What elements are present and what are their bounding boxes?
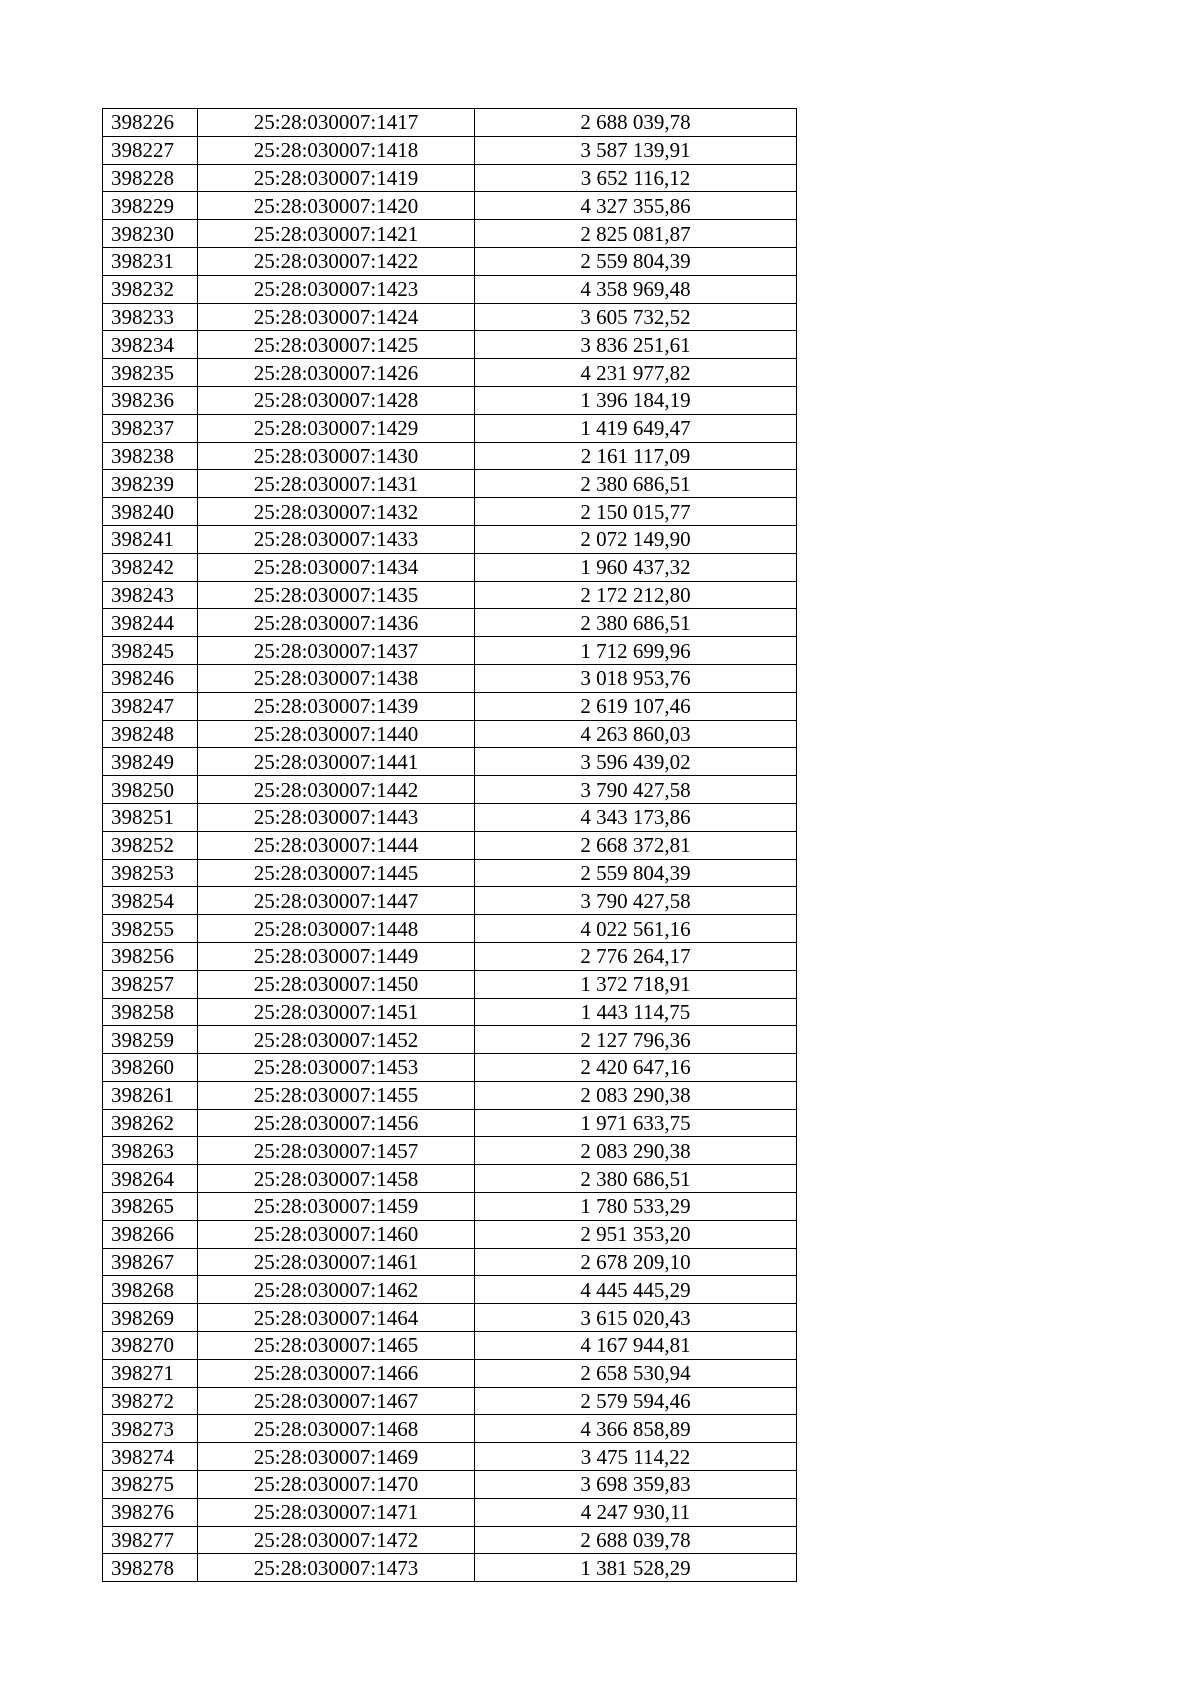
cadastral-value-cell: 2 072 149,90 — [475, 525, 797, 553]
cadastral-value-cell: 2 668 372,81 — [475, 831, 797, 859]
cadastral-value-cell: 1 443 114,75 — [475, 998, 797, 1026]
table-row — [103, 1026, 797, 1054]
table-row — [103, 1415, 797, 1443]
row-number-cell: 398234 — [103, 331, 198, 359]
cadastral-value-cell: 2 776 264,17 — [475, 942, 797, 970]
table-row — [103, 553, 797, 581]
cadastral-value-cell: 2 083 290,38 — [475, 1081, 797, 1109]
cadastral-value-cell: 2 420 647,16 — [475, 1054, 797, 1082]
row-number-cell: 398244 — [103, 609, 198, 637]
cadastral-value-cell: 1 712 699,96 — [475, 637, 797, 665]
table-row — [103, 1193, 797, 1221]
cadastral-value-cell: 1 381 528,29 — [475, 1554, 797, 1582]
row-number-cell: 398227 — [103, 136, 198, 164]
table-row — [103, 1498, 797, 1526]
cadastral-value-cell: 3 596 439,02 — [475, 748, 797, 776]
cadastral-number-cell: 25:28:030007:1429 — [198, 414, 475, 442]
cadastral-value-cell: 3 018 953,76 — [475, 664, 797, 692]
table-row — [103, 1248, 797, 1276]
cadastral-number-cell: 25:28:030007:1457 — [198, 1137, 475, 1165]
cadastral-value-cell: 4 445 445,29 — [475, 1276, 797, 1304]
row-number-cell: 398247 — [103, 692, 198, 720]
cadastral-number-cell: 25:28:030007:1441 — [198, 748, 475, 776]
row-number-cell: 398278 — [103, 1554, 198, 1582]
cadastral-value-cell: 3 698 359,83 — [475, 1471, 797, 1499]
cadastral-number-cell: 25:28:030007:1461 — [198, 1248, 475, 1276]
table-row — [103, 720, 797, 748]
cadastral-number-cell: 25:28:030007:1464 — [198, 1304, 475, 1332]
cadastral-value-cell: 3 790 427,58 — [475, 776, 797, 804]
row-number-cell: 398226 — [103, 109, 198, 137]
table-row — [103, 1526, 797, 1554]
table-row — [103, 1359, 797, 1387]
table-row — [103, 859, 797, 887]
row-number-cell: 398270 — [103, 1332, 198, 1360]
cadastral-value-cell: 3 836 251,61 — [475, 331, 797, 359]
cadastral-number-cell: 25:28:030007:1453 — [198, 1054, 475, 1082]
cadastral-number-cell: 25:28:030007:1435 — [198, 581, 475, 609]
cadastral-number-cell: 25:28:030007:1431 — [198, 470, 475, 498]
cadastral-value-cell: 2 559 804,39 — [475, 859, 797, 887]
cadastral-number-cell: 25:28:030007:1418 — [198, 136, 475, 164]
cadastral-number-cell: 25:28:030007:1439 — [198, 692, 475, 720]
table-row — [103, 1443, 797, 1471]
table-row — [103, 109, 797, 137]
table-row — [103, 414, 797, 442]
cadastral-value-cell: 4 167 944,81 — [475, 1332, 797, 1360]
cadastral-value-cell: 4 263 860,03 — [475, 720, 797, 748]
row-number-cell: 398276 — [103, 1498, 198, 1526]
row-number-cell: 398254 — [103, 887, 198, 915]
row-number-cell: 398260 — [103, 1054, 198, 1082]
row-number-cell: 398275 — [103, 1471, 198, 1499]
cadastral-value-cell: 1 372 718,91 — [475, 970, 797, 998]
cadastral-number-cell: 25:28:030007:1448 — [198, 915, 475, 943]
row-number-cell: 398266 — [103, 1220, 198, 1248]
row-number-cell: 398243 — [103, 581, 198, 609]
row-number-cell: 398259 — [103, 1026, 198, 1054]
cadastral-value-cell: 3 790 427,58 — [475, 887, 797, 915]
cadastral-value-cell: 2 127 796,36 — [475, 1026, 797, 1054]
row-number-cell: 398241 — [103, 525, 198, 553]
row-number-cell: 398229 — [103, 192, 198, 220]
row-number-cell: 398265 — [103, 1193, 198, 1221]
row-number-cell: 398242 — [103, 553, 198, 581]
cadastral-value-cell: 4 343 173,86 — [475, 803, 797, 831]
table-row — [103, 1137, 797, 1165]
row-number-cell: 398269 — [103, 1304, 198, 1332]
table-row — [103, 637, 797, 665]
row-number-cell: 398257 — [103, 970, 198, 998]
cadastral-value-cell: 3 605 732,52 — [475, 303, 797, 331]
cadastral-value-cell: 3 475 114,22 — [475, 1443, 797, 1471]
table-row — [103, 359, 797, 387]
table-row — [103, 887, 797, 915]
row-number-cell: 398245 — [103, 637, 198, 665]
row-number-cell: 398230 — [103, 220, 198, 248]
cadastral-value-cell: 2 688 039,78 — [475, 109, 797, 137]
row-number-cell: 398263 — [103, 1137, 198, 1165]
row-number-cell: 398240 — [103, 498, 198, 526]
cadastral-value-cell: 1 971 633,75 — [475, 1109, 797, 1137]
cadastral-number-cell: 25:28:030007:1437 — [198, 637, 475, 665]
table-row — [103, 192, 797, 220]
row-number-cell: 398255 — [103, 915, 198, 943]
cadastral-number-cell: 25:28:030007:1465 — [198, 1332, 475, 1360]
cadastral-value-cell: 2 678 209,10 — [475, 1248, 797, 1276]
table-row — [103, 498, 797, 526]
table-row — [103, 164, 797, 192]
table-row — [103, 470, 797, 498]
row-number-cell: 398251 — [103, 803, 198, 831]
table-row — [103, 803, 797, 831]
row-number-cell: 398232 — [103, 275, 198, 303]
row-number-cell: 398261 — [103, 1081, 198, 1109]
cadastral-value-cell: 3 615 020,43 — [475, 1304, 797, 1332]
cadastral-number-cell: 25:28:030007:1445 — [198, 859, 475, 887]
cadastral-value-cell: 2 825 081,87 — [475, 220, 797, 248]
cadastral-value-cell: 1 780 533,29 — [475, 1193, 797, 1221]
cadastral-number-cell: 25:28:030007:1428 — [198, 386, 475, 414]
cadastral-value-cell: 2 559 804,39 — [475, 247, 797, 275]
table-row — [103, 1109, 797, 1137]
cadastral-value-table — [102, 108, 797, 1582]
cadastral-value-cell: 3 652 116,12 — [475, 164, 797, 192]
row-number-cell: 398231 — [103, 247, 198, 275]
cadastral-number-cell: 25:28:030007:1423 — [198, 275, 475, 303]
cadastral-number-cell: 25:28:030007:1443 — [198, 803, 475, 831]
row-number-cell: 398246 — [103, 664, 198, 692]
cadastral-number-cell: 25:28:030007:1451 — [198, 998, 475, 1026]
cadastral-number-cell: 25:28:030007:1462 — [198, 1276, 475, 1304]
cadastral-number-cell: 25:28:030007:1449 — [198, 942, 475, 970]
cadastral-number-cell: 25:28:030007:1444 — [198, 831, 475, 859]
table-row — [103, 1081, 797, 1109]
row-number-cell: 398273 — [103, 1415, 198, 1443]
cadastral-value-cell: 1 419 649,47 — [475, 414, 797, 442]
cadastral-number-cell: 25:28:030007:1471 — [198, 1498, 475, 1526]
cadastral-number-cell: 25:28:030007:1440 — [198, 720, 475, 748]
cadastral-number-cell: 25:28:030007:1422 — [198, 247, 475, 275]
cadastral-number-cell: 25:28:030007:1417 — [198, 109, 475, 137]
cadastral-number-cell: 25:28:030007:1472 — [198, 1526, 475, 1554]
cadastral-number-cell: 25:28:030007:1460 — [198, 1220, 475, 1248]
cadastral-number-cell: 25:28:030007:1419 — [198, 164, 475, 192]
table-row — [103, 1054, 797, 1082]
cadastral-value-cell: 4 327 355,86 — [475, 192, 797, 220]
row-number-cell: 398238 — [103, 442, 198, 470]
table-row — [103, 442, 797, 470]
row-number-cell: 398253 — [103, 859, 198, 887]
table-row — [103, 1276, 797, 1304]
cadastral-number-cell: 25:28:030007:1438 — [198, 664, 475, 692]
table-row — [103, 942, 797, 970]
row-number-cell: 398268 — [103, 1276, 198, 1304]
cadastral-number-cell: 25:28:030007:1433 — [198, 525, 475, 553]
cadastral-value-cell: 2 380 686,51 — [475, 609, 797, 637]
cadastral-value-cell: 4 231 977,82 — [475, 359, 797, 387]
cadastral-value-cell: 2 380 686,51 — [475, 470, 797, 498]
cadastral-number-cell: 25:28:030007:1424 — [198, 303, 475, 331]
cadastral-number-cell: 25:28:030007:1459 — [198, 1193, 475, 1221]
cadastral-number-cell: 25:28:030007:1447 — [198, 887, 475, 915]
cadastral-value-cell: 2 619 107,46 — [475, 692, 797, 720]
cadastral-value-cell: 2 579 594,46 — [475, 1387, 797, 1415]
table-row — [103, 1220, 797, 1248]
cadastral-value-cell: 2 172 212,80 — [475, 581, 797, 609]
table-row — [103, 331, 797, 359]
cadastral-number-cell: 25:28:030007:1436 — [198, 609, 475, 637]
row-number-cell: 398235 — [103, 359, 198, 387]
table-row — [103, 1165, 797, 1193]
row-number-cell: 398236 — [103, 386, 198, 414]
table-row — [103, 664, 797, 692]
table-row — [103, 1332, 797, 1360]
row-number-cell: 398271 — [103, 1359, 198, 1387]
cadastral-value-cell: 2 380 686,51 — [475, 1165, 797, 1193]
table-row — [103, 525, 797, 553]
table-row — [103, 1387, 797, 1415]
cadastral-value-cell: 4 247 930,11 — [475, 1498, 797, 1526]
row-number-cell: 398237 — [103, 414, 198, 442]
table-row — [103, 998, 797, 1026]
cadastral-number-cell: 25:28:030007:1467 — [198, 1387, 475, 1415]
row-number-cell: 398272 — [103, 1387, 198, 1415]
cadastral-number-cell: 25:28:030007:1425 — [198, 331, 475, 359]
cadastral-value-cell: 2 083 290,38 — [475, 1137, 797, 1165]
row-number-cell: 398267 — [103, 1248, 198, 1276]
cadastral-value-cell: 4 366 858,89 — [475, 1415, 797, 1443]
table-row — [103, 831, 797, 859]
cadastral-number-cell: 25:28:030007:1421 — [198, 220, 475, 248]
table-row — [103, 970, 797, 998]
cadastral-number-cell: 25:28:030007:1456 — [198, 1109, 475, 1137]
row-number-cell: 398277 — [103, 1526, 198, 1554]
cadastral-value-cell: 2 951 353,20 — [475, 1220, 797, 1248]
table-row — [103, 303, 797, 331]
cadastral-number-cell: 25:28:030007:1470 — [198, 1471, 475, 1499]
table-row — [103, 581, 797, 609]
row-number-cell: 398252 — [103, 831, 198, 859]
row-number-cell: 398250 — [103, 776, 198, 804]
cadastral-number-cell: 25:28:030007:1455 — [198, 1081, 475, 1109]
row-number-cell: 398239 — [103, 470, 198, 498]
cadastral-value-cell: 2 150 015,77 — [475, 498, 797, 526]
cadastral-value-cell: 3 587 139,91 — [475, 136, 797, 164]
table-row — [103, 1471, 797, 1499]
row-number-cell: 398256 — [103, 942, 198, 970]
row-number-cell: 398249 — [103, 748, 198, 776]
cadastral-number-cell: 25:28:030007:1442 — [198, 776, 475, 804]
cadastral-number-cell: 25:28:030007:1432 — [198, 498, 475, 526]
row-number-cell: 398262 — [103, 1109, 198, 1137]
cadastral-number-cell: 25:28:030007:1430 — [198, 442, 475, 470]
table-row — [103, 247, 797, 275]
row-number-cell: 398258 — [103, 998, 198, 1026]
cadastral-number-cell: 25:28:030007:1466 — [198, 1359, 475, 1387]
table-body — [103, 109, 797, 1582]
table-row — [103, 220, 797, 248]
cadastral-number-cell: 25:28:030007:1426 — [198, 359, 475, 387]
cadastral-value-cell: 4 358 969,48 — [475, 275, 797, 303]
cadastral-number-cell: 25:28:030007:1469 — [198, 1443, 475, 1471]
table-row — [103, 1304, 797, 1332]
cadastral-number-cell: 25:28:030007:1420 — [198, 192, 475, 220]
row-number-cell: 398248 — [103, 720, 198, 748]
cadastral-value-cell: 2 658 530,94 — [475, 1359, 797, 1387]
cadastral-number-cell: 25:28:030007:1468 — [198, 1415, 475, 1443]
table-row — [103, 275, 797, 303]
row-number-cell: 398274 — [103, 1443, 198, 1471]
cadastral-value-cell: 2 161 117,09 — [475, 442, 797, 470]
cadastral-number-cell: 25:28:030007:1473 — [198, 1554, 475, 1582]
table-row — [103, 915, 797, 943]
table-row — [103, 1554, 797, 1582]
cadastral-number-cell: 25:28:030007:1450 — [198, 970, 475, 998]
table-row — [103, 386, 797, 414]
cadastral-value-cell: 1 960 437,32 — [475, 553, 797, 581]
table-row — [103, 136, 797, 164]
table-row — [103, 748, 797, 776]
cadastral-number-cell: 25:28:030007:1458 — [198, 1165, 475, 1193]
cadastral-value-cell: 4 022 561,16 — [475, 915, 797, 943]
table-row — [103, 692, 797, 720]
row-number-cell: 398264 — [103, 1165, 198, 1193]
row-number-cell: 398233 — [103, 303, 198, 331]
table-row — [103, 776, 797, 804]
table-row — [103, 609, 797, 637]
cadastral-value-cell: 2 688 039,78 — [475, 1526, 797, 1554]
cadastral-value-cell: 1 396 184,19 — [475, 386, 797, 414]
cadastral-number-cell: 25:28:030007:1452 — [198, 1026, 475, 1054]
cadastral-number-cell: 25:28:030007:1434 — [198, 553, 475, 581]
row-number-cell: 398228 — [103, 164, 198, 192]
